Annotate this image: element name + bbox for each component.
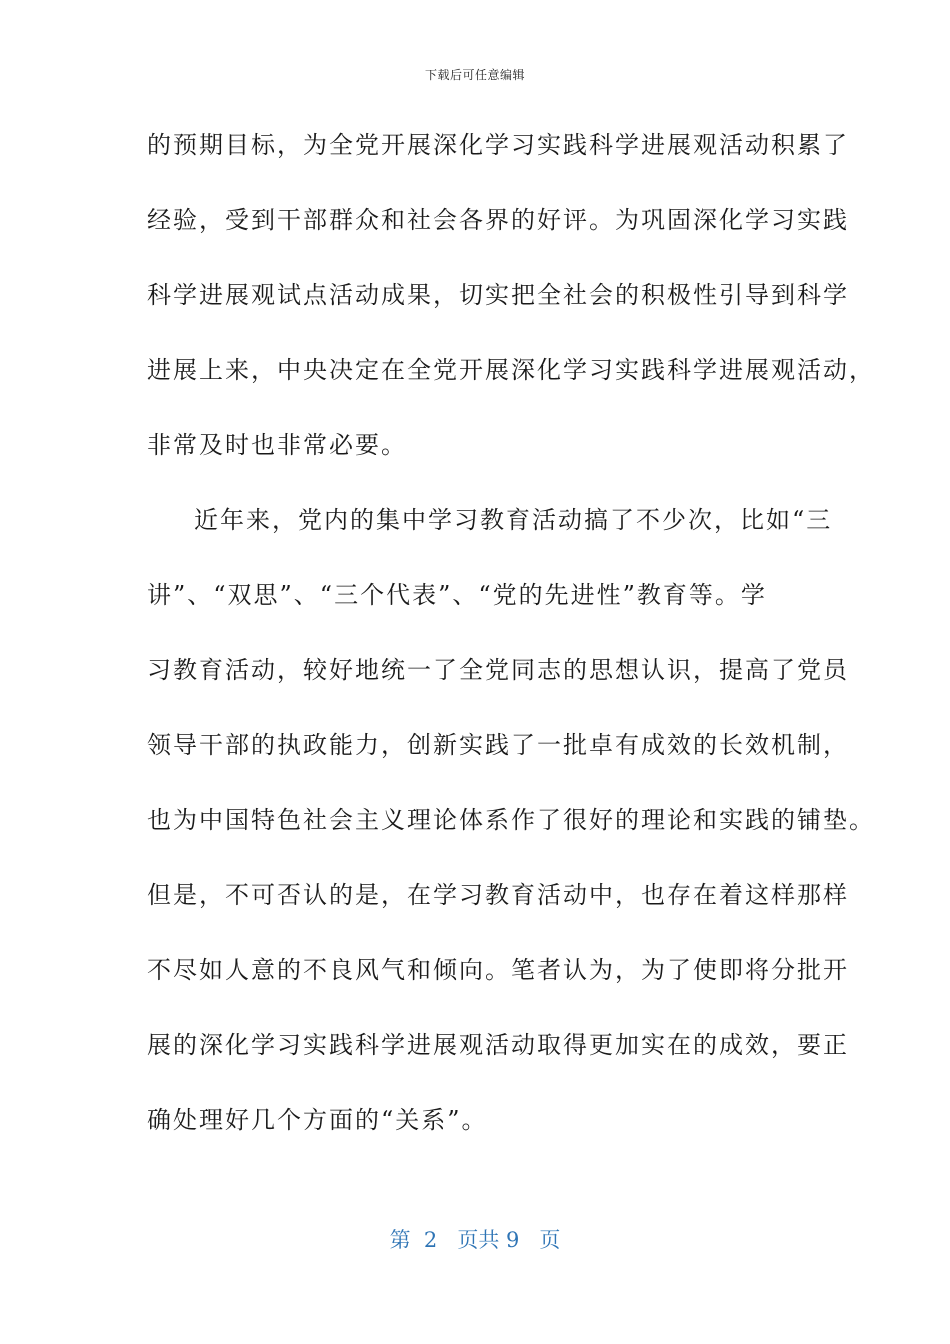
page-footer: [0, 1224, 950, 1254]
paragraph-2-line-4: 领导干部的执政能力，创新实践了一批卓有成效的长效机制，: [147, 731, 849, 759]
current-page-number: 2: [423, 1228, 438, 1252]
paragraph-2-line-7: 不尽如人意的不良风气和倾向。笔者认为，为了使即将分批开: [147, 956, 849, 984]
document-body: [147, 117, 875, 1167]
footer-middle: 页共: [457, 1228, 500, 1252]
paragraph-2-line-6: 但是，不可否认的是，在学习教育活动中，也存在着这样那样: [147, 881, 849, 909]
paragraph-2-line-3: 习教育活动，较好地统一了全党同志的思想认识，提高了党员: [147, 656, 849, 684]
paragraph-1-line-4: 进展上来，中央决定在全党开展深化学习实践科学进展观活动，: [147, 356, 875, 384]
footer-suffix: 页: [539, 1228, 561, 1252]
paragraph-1-line-1: 的预期目标，为全党开展深化学习实践科学进展观活动积累了: [147, 131, 849, 159]
footer-prefix: 第: [389, 1228, 411, 1252]
paragraph-2-line-9: 确处理好几个方面的“关系”。: [147, 1106, 488, 1134]
paragraph-2-line-2: 讲”、“双思”、“三个代表”、“党的先进性”教育等。学: [147, 581, 767, 609]
total-pages-number: 9: [506, 1228, 520, 1252]
paragraph-2-line-8: 展的深化学习实践科学进展观活动取得更加实在的成效，要正: [147, 1031, 849, 1059]
paragraph-1-line-5: 非常及时也非常必要。: [147, 431, 407, 459]
page-header-note: 下载后可任意编辑: [424, 68, 525, 82]
paragraph-1-line-2: 经验，受到干部群众和社会各界的好评。为巩固深化学习实践: [147, 206, 849, 234]
paragraph-2-line-1: 近年来，党内的集中学习教育活动搞了不少次，比如“三: [194, 506, 833, 534]
paragraph-1-line-3: 科学进展观试点活动成果，切实把全社会的积极性引导到科学: [147, 281, 849, 309]
paragraph-2-line-5: 也为中国特色社会主义理论体系作了很好的理论和实践的铺垫。: [147, 806, 875, 834]
